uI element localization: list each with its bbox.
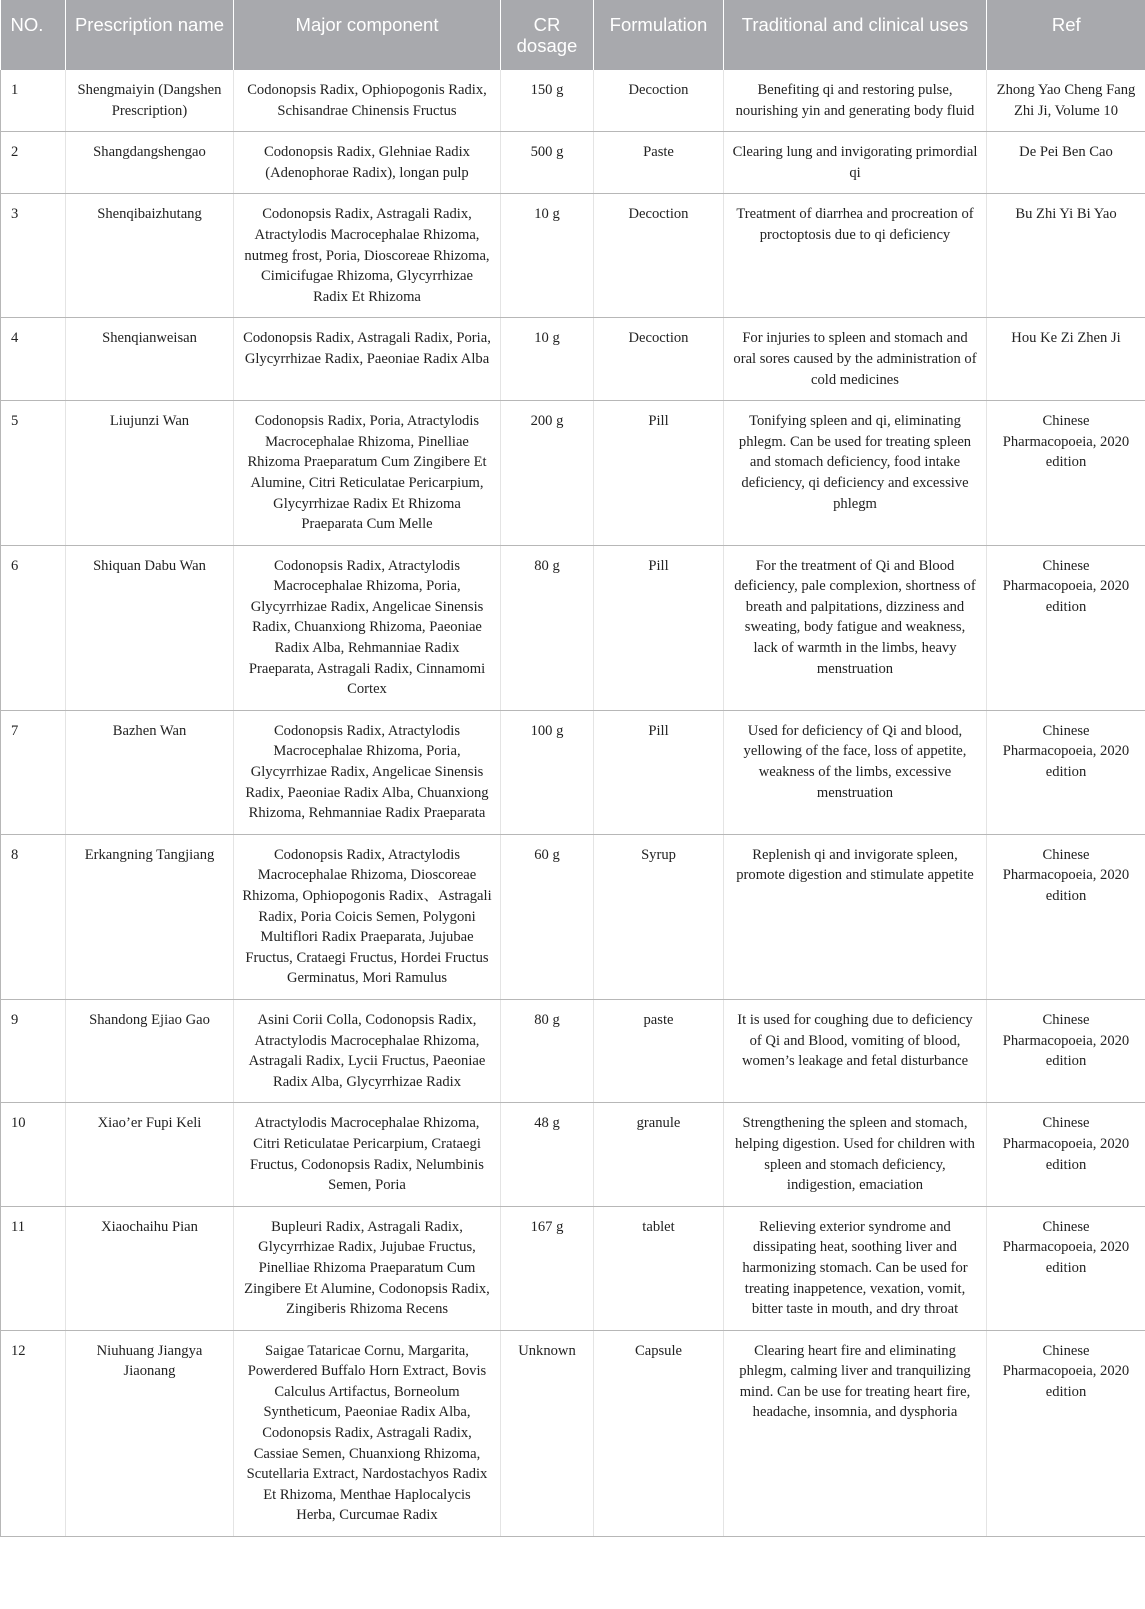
- cell-prescription-name: Shengmaiyin (Dangshen Prescription): [66, 70, 234, 132]
- cell-prescription-name: Xiaochaihu Pian: [66, 1206, 234, 1330]
- cell-uses: Clearing heart fire and eliminating phlegm, calming liver and tranquilizing mind. Can be use for treating heart fire, headache, insomnia, and dysphoria: [724, 1330, 987, 1536]
- cell-number: 10: [1, 1103, 66, 1206]
- cell-ref: Chinese Pharmacopoeia, 2020 edition: [987, 1206, 1145, 1330]
- cell-formulation: Decoction: [594, 194, 724, 318]
- cell-prescription-name: Erkangning Tangjiang: [66, 834, 234, 999]
- cell-cr-dosage: 48 g: [501, 1103, 594, 1206]
- cell-cr-dosage: 150 g: [501, 70, 594, 132]
- cell-uses: Relieving exterior syndrome and dissipating heat, soothing liver and harmonizing stomach. Can be used for treating inappetence, vexation, vomit, bitter taste in mouth, and dry throat: [724, 1206, 987, 1330]
- cell-prescription-name: Shenqianweisan: [66, 318, 234, 401]
- cell-ref: Bu Zhi Yi Bi Yao: [987, 194, 1145, 318]
- cell-major-component: Codonopsis Radix, Glehniae Radix (Adenophorae Radix), longan pulp: [234, 132, 501, 194]
- cell-number: 9: [1, 999, 66, 1102]
- cell-number: 12: [1, 1330, 66, 1536]
- table-row: [1, 710, 1145, 834]
- cell-formulation: Pill: [594, 710, 724, 834]
- cell-major-component: Atractylodis Macrocephalae Rhizoma, Citri Reticulatae Pericarpium, Crataegi Fructus, Codonopsis Radix, Nelumbinis Semen, Poria: [234, 1103, 501, 1206]
- cell-number: 4: [1, 318, 66, 401]
- cell-cr-dosage: 167 g: [501, 1206, 594, 1330]
- cell-number: 3: [1, 194, 66, 318]
- cell-ref: Hou Ke Zi Zhen Ji: [987, 318, 1145, 401]
- table-row: [1, 999, 1145, 1102]
- cell-ref: Chinese Pharmacopoeia, 2020 edition: [987, 401, 1145, 546]
- table-row: [1, 401, 1145, 546]
- cell-cr-dosage: 10 g: [501, 194, 594, 318]
- cell-uses: Strengthening the spleen and stomach, helping digestion. Used for children with spleen and stomach deficiency, indigestion, emaciation: [724, 1103, 987, 1206]
- cell-formulation: tablet: [594, 1206, 724, 1330]
- cell-major-component: Codonopsis Radix, Atractylodis Macrocephalae Rhizoma, Poria, Glycyrrhizae Radix, Angelicae Sinensis Radix, Chuanxiong Rhizoma, Paeoniae Radix Alba, Rehmanniae Radix Praeparata, Astragali Radix, Cinnamomi Cortex: [234, 545, 501, 710]
- cell-cr-dosage: 60 g: [501, 834, 594, 999]
- header-no: NO.: [1, 0, 66, 70]
- cell-number: 6: [1, 545, 66, 710]
- cell-major-component: Saigae Tataricae Cornu, Margarita, Powerdered Buffalo Horn Extract, Bovis Calculus Artifactus, Borneolum Syntheticum, Paeoniae Radix Alba, Codonopsis Radix, Astragali Radix, Cassiae Semen, Chuanxiong Rhizoma, Scutellaria Extract, Nardostachyos Radix Et Rhizoma, Menthae Haplocalycis Herba, Curcumae Radix: [234, 1330, 501, 1536]
- cell-formulation: Decoction: [594, 318, 724, 401]
- cell-uses: Benefiting qi and restoring pulse, nourishing yin and generating body fluid: [724, 70, 987, 132]
- cell-formulation: paste: [594, 999, 724, 1102]
- cell-uses: For the treatment of Qi and Blood deficiency, pale complexion, shortness of breath and palpitations, dizziness and sweating, body fatigue and weakness, lack of warmth in the limbs, heavy menstruation: [724, 545, 987, 710]
- cell-cr-dosage: 100 g: [501, 710, 594, 834]
- cell-cr-dosage: 80 g: [501, 999, 594, 1102]
- cell-uses: It is used for coughing due to deficiency of Qi and Blood, vomiting of blood, women’s leakage and fetal disturbance: [724, 999, 987, 1102]
- cell-number: 5: [1, 401, 66, 546]
- cell-cr-dosage: Unknown: [501, 1330, 594, 1536]
- cell-prescription-name: Shandong Ejiao Gao: [66, 999, 234, 1102]
- cell-number: 11: [1, 1206, 66, 1330]
- header-ref: Ref: [987, 0, 1145, 70]
- cell-cr-dosage: 200 g: [501, 401, 594, 546]
- table-row: [1, 834, 1145, 999]
- table-row: [1, 132, 1145, 194]
- table-body: [1, 70, 1145, 1537]
- cell-number: 2: [1, 132, 66, 194]
- cell-prescription-name: Liujunzi Wan: [66, 401, 234, 546]
- cell-major-component: Codonopsis Radix, Poria, Atractylodis Macrocephalae Rhizoma, Pinelliae Rhizoma Praeparatum Cum Zingibere Et Alumine, Citri Reticulatae Pericarpium, Glycyrrhizae Radix Et Rhizoma Praeparata Cum Melle: [234, 401, 501, 546]
- cell-ref: Chinese Pharmacopoeia, 2020 edition: [987, 834, 1145, 999]
- cell-ref: De Pei Ben Cao: [987, 132, 1145, 194]
- cell-prescription-name: Niuhuang Jiangya Jiaonang: [66, 1330, 234, 1536]
- cell-uses: Treatment of diarrhea and procreation of proctoptosis due to qi deficiency: [724, 194, 987, 318]
- cell-cr-dosage: 10 g: [501, 318, 594, 401]
- cell-number: 7: [1, 710, 66, 834]
- cell-formulation: Syrup: [594, 834, 724, 999]
- cell-uses: For injuries to spleen and stomach and oral sores caused by the administration of cold medicines: [724, 318, 987, 401]
- cell-ref: Chinese Pharmacopoeia, 2020 edition: [987, 545, 1145, 710]
- cell-formulation: granule: [594, 1103, 724, 1206]
- cell-ref: Chinese Pharmacopoeia, 2020 edition: [987, 1330, 1145, 1536]
- table-row: [1, 194, 1145, 318]
- cell-prescription-name: Xiao’er Fupi Keli: [66, 1103, 234, 1206]
- table-row: [1, 1103, 1145, 1206]
- table-row: [1, 318, 1145, 401]
- cell-prescription-name: Shangdangshengao: [66, 132, 234, 194]
- cell-prescription-name: Bazhen Wan: [66, 710, 234, 834]
- cell-major-component: Codonopsis Radix, Ophiopogonis Radix, Schisandrae Chinensis Fructus: [234, 70, 501, 132]
- table-row: [1, 70, 1145, 132]
- cell-uses: Used for deficiency of Qi and blood, yellowing of the face, loss of appetite, weakness of the limbs, excessive menstruation: [724, 710, 987, 834]
- header-major-component: Major component: [234, 0, 501, 70]
- header-uses: Traditional and clinical uses: [724, 0, 987, 70]
- cell-cr-dosage: 500 g: [501, 132, 594, 194]
- cell-prescription-name: Shenqibaizhutang: [66, 194, 234, 318]
- cell-major-component: Bupleuri Radix, Astragali Radix, Glycyrrhizae Radix, Jujubae Fructus, Pinelliae Rhizoma Praeparatum Cum Zingibere Et Alumine, Codonopsis Radix, Zingiberis Rhizoma Recens: [234, 1206, 501, 1330]
- table-row: [1, 545, 1145, 710]
- cell-major-component: Codonopsis Radix, Atractylodis Macrocephalae Rhizoma, Poria, Glycyrrhizae Radix, Angelicae Sinensis Radix, Paeoniae Radix Alba, Chuanxiong Rhizoma, Rehmanniae Radix Praeparata: [234, 710, 501, 834]
- cell-uses: Replenish qi and invigorate spleen, promote digestion and stimulate appetite: [724, 834, 987, 999]
- cell-formulation: Capsule: [594, 1330, 724, 1536]
- cell-ref: Chinese Pharmacopoeia, 2020 edition: [987, 1103, 1145, 1206]
- header-prescription-name: Prescription name: [66, 0, 234, 70]
- cell-uses: Clearing lung and invigorating primordial qi: [724, 132, 987, 194]
- cell-formulation: Pill: [594, 401, 724, 546]
- cell-formulation: Pill: [594, 545, 724, 710]
- cell-major-component: Codonopsis Radix, Astragali Radix, Atractylodis Macrocephalae Rhizoma, nutmeg frost, Poria, Dioscoreae Rhizoma, Cimicifugae Rhizoma, Glycyrrhizae Radix Et Rhizoma: [234, 194, 501, 318]
- header-cr-dosage: CR dosage: [501, 0, 594, 70]
- cell-formulation: Decoction: [594, 70, 724, 132]
- cell-prescription-name: Shiquan Dabu Wan: [66, 545, 234, 710]
- cell-number: 8: [1, 834, 66, 999]
- table-row: [1, 1206, 1145, 1330]
- cell-major-component: Asini Corii Colla, Codonopsis Radix, Atractylodis Macrocephalae Rhizoma, Astragali Radix, Lycii Fructus, Paeoniae Radix Alba, Glycyrrhizae Radix: [234, 999, 501, 1102]
- cell-cr-dosage: 80 g: [501, 545, 594, 710]
- cell-major-component: Codonopsis Radix, Atractylodis Macrocephalae Rhizoma, Dioscoreae Rhizoma, Ophiopogonis Radix、Astragali Radix, Poria Coicis Semen, Polygoni Multiflori Radix Praeparata, Jujubae Fructus, Crataegi Fructus, Hordei Fructus Germinatus, Mori Ramulus: [234, 834, 501, 999]
- cell-major-component: Codonopsis Radix, Astragali Radix, Poria, Glycyrrhizae Radix, Paeoniae Radix Alba: [234, 318, 501, 401]
- cell-formulation: Paste: [594, 132, 724, 194]
- cell-ref: Chinese Pharmacopoeia, 2020 edition: [987, 999, 1145, 1102]
- header-formulation: Formulation: [594, 0, 724, 70]
- cell-number: 1: [1, 70, 66, 132]
- cell-uses: Tonifying spleen and qi, eliminating phlegm. Can be used for treating spleen and stomach deficiency, food intake deficiency, qi deficiency and excessive phlegm: [724, 401, 987, 546]
- header-row: [1, 0, 1145, 70]
- cell-ref: Zhong Yao Cheng Fang Zhi Ji, Volume 10: [987, 70, 1145, 132]
- cell-ref: Chinese Pharmacopoeia, 2020 edition: [987, 710, 1145, 834]
- table-row: [1, 1330, 1145, 1536]
